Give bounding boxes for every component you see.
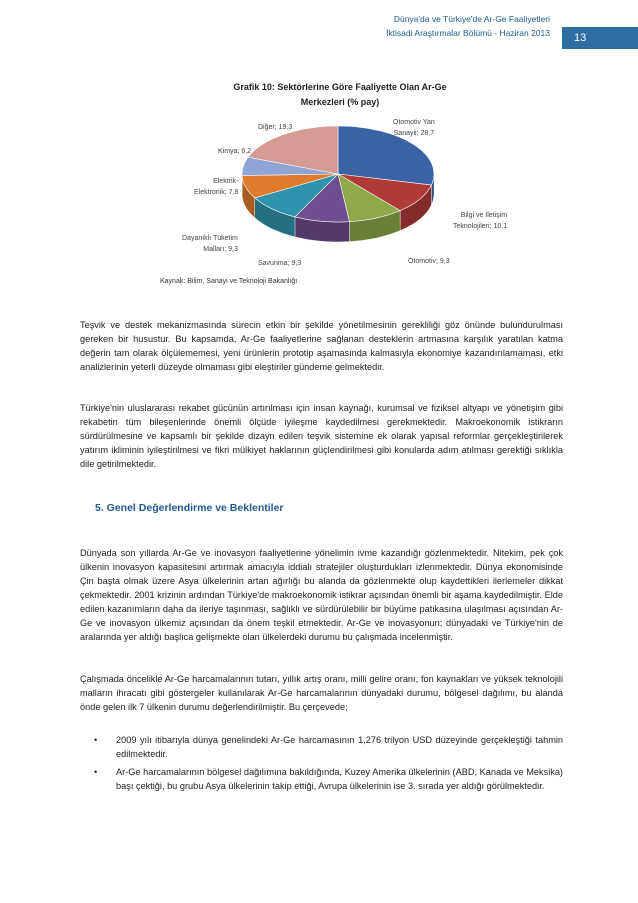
label-line: Dayanıklı Tüketim xyxy=(182,235,238,242)
pie-slice-label xyxy=(194,176,238,198)
pie-slice-label xyxy=(218,146,251,157)
pie-slice-label xyxy=(258,258,301,269)
bullet-list xyxy=(80,733,563,797)
label-line: Teknolojileri; 10,1 xyxy=(453,223,508,230)
label-line: Elektronik; 7,8 xyxy=(194,189,239,196)
header-title: Dünya'da ve Türkiye'de Ar-Ge Faaliyetleri xyxy=(393,14,550,24)
list-item xyxy=(80,733,563,761)
paragraph-3: Dünyada son yıllarda Ar-Ge ve inovasyon faaliyetlerine yönelimin ivme kazandığı gözlenmektedir. Nitekim, pek çok ülkenin inovasyon kapasitesini artırmak amacıyla iddialı stratejiler oluşturdukları izlenmektedir. Dünya ekonomisinde Çin başta olmak üzere Asya ülkelerinin artan ağırlığı bu alanda da gözlenmekte olup kaydettikleri ilerlemeler dikkat çekmektedir. 2001 krizinin ardından Türkiye'de makroekonomik istikrar açısından önemli bir aşama kaydedilmiştir. Elde edilen kazanımların daha da ileriye taşınması, sağlıklı ve sürdürülebilir bir büyüme patikasına ulaşılması açısından Ar-Ge ve inovasyon ülkemiz açısından da önem teşkil etmektedir. Ar-Ge ve inovasyonun; dünyadaki ve Türkiye'nin de aralarında yer aldığı başlıca gelişmekte olan ülkelerdeki durumu bu çalışmada incelenmiştir. xyxy=(80,548,563,642)
label-line: Otomotiv; 9,3 xyxy=(408,258,450,265)
pie-slice-label xyxy=(393,117,435,139)
pie-slice-label xyxy=(258,122,292,133)
label-line: Elektrik- xyxy=(213,178,239,185)
chart-title-line1: Grafik 10: Sektörlerine Göre Faaliyette Olan Ar-Ge xyxy=(233,82,447,92)
list-item xyxy=(80,765,563,793)
bullet-icon: • xyxy=(94,735,98,745)
paragraph-4: Çalışmada öncelikle Ar-Ge harcamalarının tutarı, yıllık artış oranı, milli gelire oranı, fon kaynakları ve yüksek teknolojili malların ihracatı gibi göstergeler kullanılarak Ar-Ge harcamalarının dünyadaki durumu, bölgesel dağılımı, bu alanda önde gelen ilk 7 ülkenin durumu değerlendirilmiştir. Bu çerçevede; xyxy=(80,674,563,712)
section-heading: 5. Genel Değerlendirme ve Beklentiler xyxy=(95,502,284,514)
header-subtitle: İktisadi Araştırmalar Bölümü - Haziran 2013 xyxy=(386,28,550,38)
bullet-text: Ar-Ge harcamalarının bölgesel dağılımına bakıldığında, Kuzey Amerika ülkelerinin (ABD, Kanada ve Meksika) başı çektiği, bu grubu Asya ülkelerinin takip ettiği, Avrupa ülkelerinin ise 3. sırada yer aldığı görülmektedir. xyxy=(116,767,563,791)
label-line: Otomotiv Yan xyxy=(393,119,435,126)
paragraph-2: Türkiye'nin uluslararası rekabet gücünün artırılması için insan kaynağı, kurumsal ve fiziksel altyapı ve yönetişim gibi rekabetin tüm bileşenlerinde önemli ölçüde iyileşme kaydedilmesi gerekmektedir. Makroekonomik istikrarın sürdürülmesine ve kapsamlı bir şekilde dizayn edilen teşvik sistemine ek olarak yapısal reformlar gerçekleştirilerek yatırım ikliminin iyileştirilmesi ve fikri mülkiyet haklarının güçlendirilmesi gibi konularda adım atılması gerektiği sıklıkla dile getirilmektedir. xyxy=(80,403,563,469)
pie-slice-label xyxy=(182,233,238,255)
label-line: Bilgi ve İletişim xyxy=(460,212,508,219)
pie-slice-label xyxy=(408,256,450,267)
page-number: 13 xyxy=(562,27,638,49)
label-line: Savunma; 9,3 xyxy=(258,260,302,267)
label-line: Malları; 9,3 xyxy=(203,246,238,253)
bullet-text: 2009 yılı itibarıyla dünya genelindeki Ar-Ge harcamasının 1,276 trilyon USD düzeyinde gerçekleştiği tahmin edilmektedir. xyxy=(116,735,563,759)
label-line: Diğer; 19,3 xyxy=(258,124,293,131)
chart-title-line2: Merkezleri (% pay) xyxy=(300,97,380,107)
label-line: Kimya; 6,2 xyxy=(218,148,252,155)
paragraph-1: Teşvik ve destek mekanizmasında sürecin etkin bir şekilde yönetilmesinin gerekliliği göz önünde bulundurulması gereken bir husustur. Bu kapsamda, Ar-Ge faaliyetlerine sağlanan desteklerin artmasına karşılık yaratılan katma değerin tam olarak ölçülememesi, yeni ürünlerin prototip aşamasında kalmasıyla ekonomiye kazandırılamaması, etki analizlerinin yeterli düzeyde olmaması gibi eleştiriler gündeme gelmektedir. xyxy=(80,320,563,372)
chart-source: Kaynak: Bilim, Sanayi ve Teknoloji Bakanlığı xyxy=(160,278,298,285)
page-header xyxy=(386,12,550,40)
bullet-icon: • xyxy=(94,767,98,777)
label-line: Sanayii; 28,7 xyxy=(393,130,435,137)
pie-slice-label xyxy=(453,210,507,232)
